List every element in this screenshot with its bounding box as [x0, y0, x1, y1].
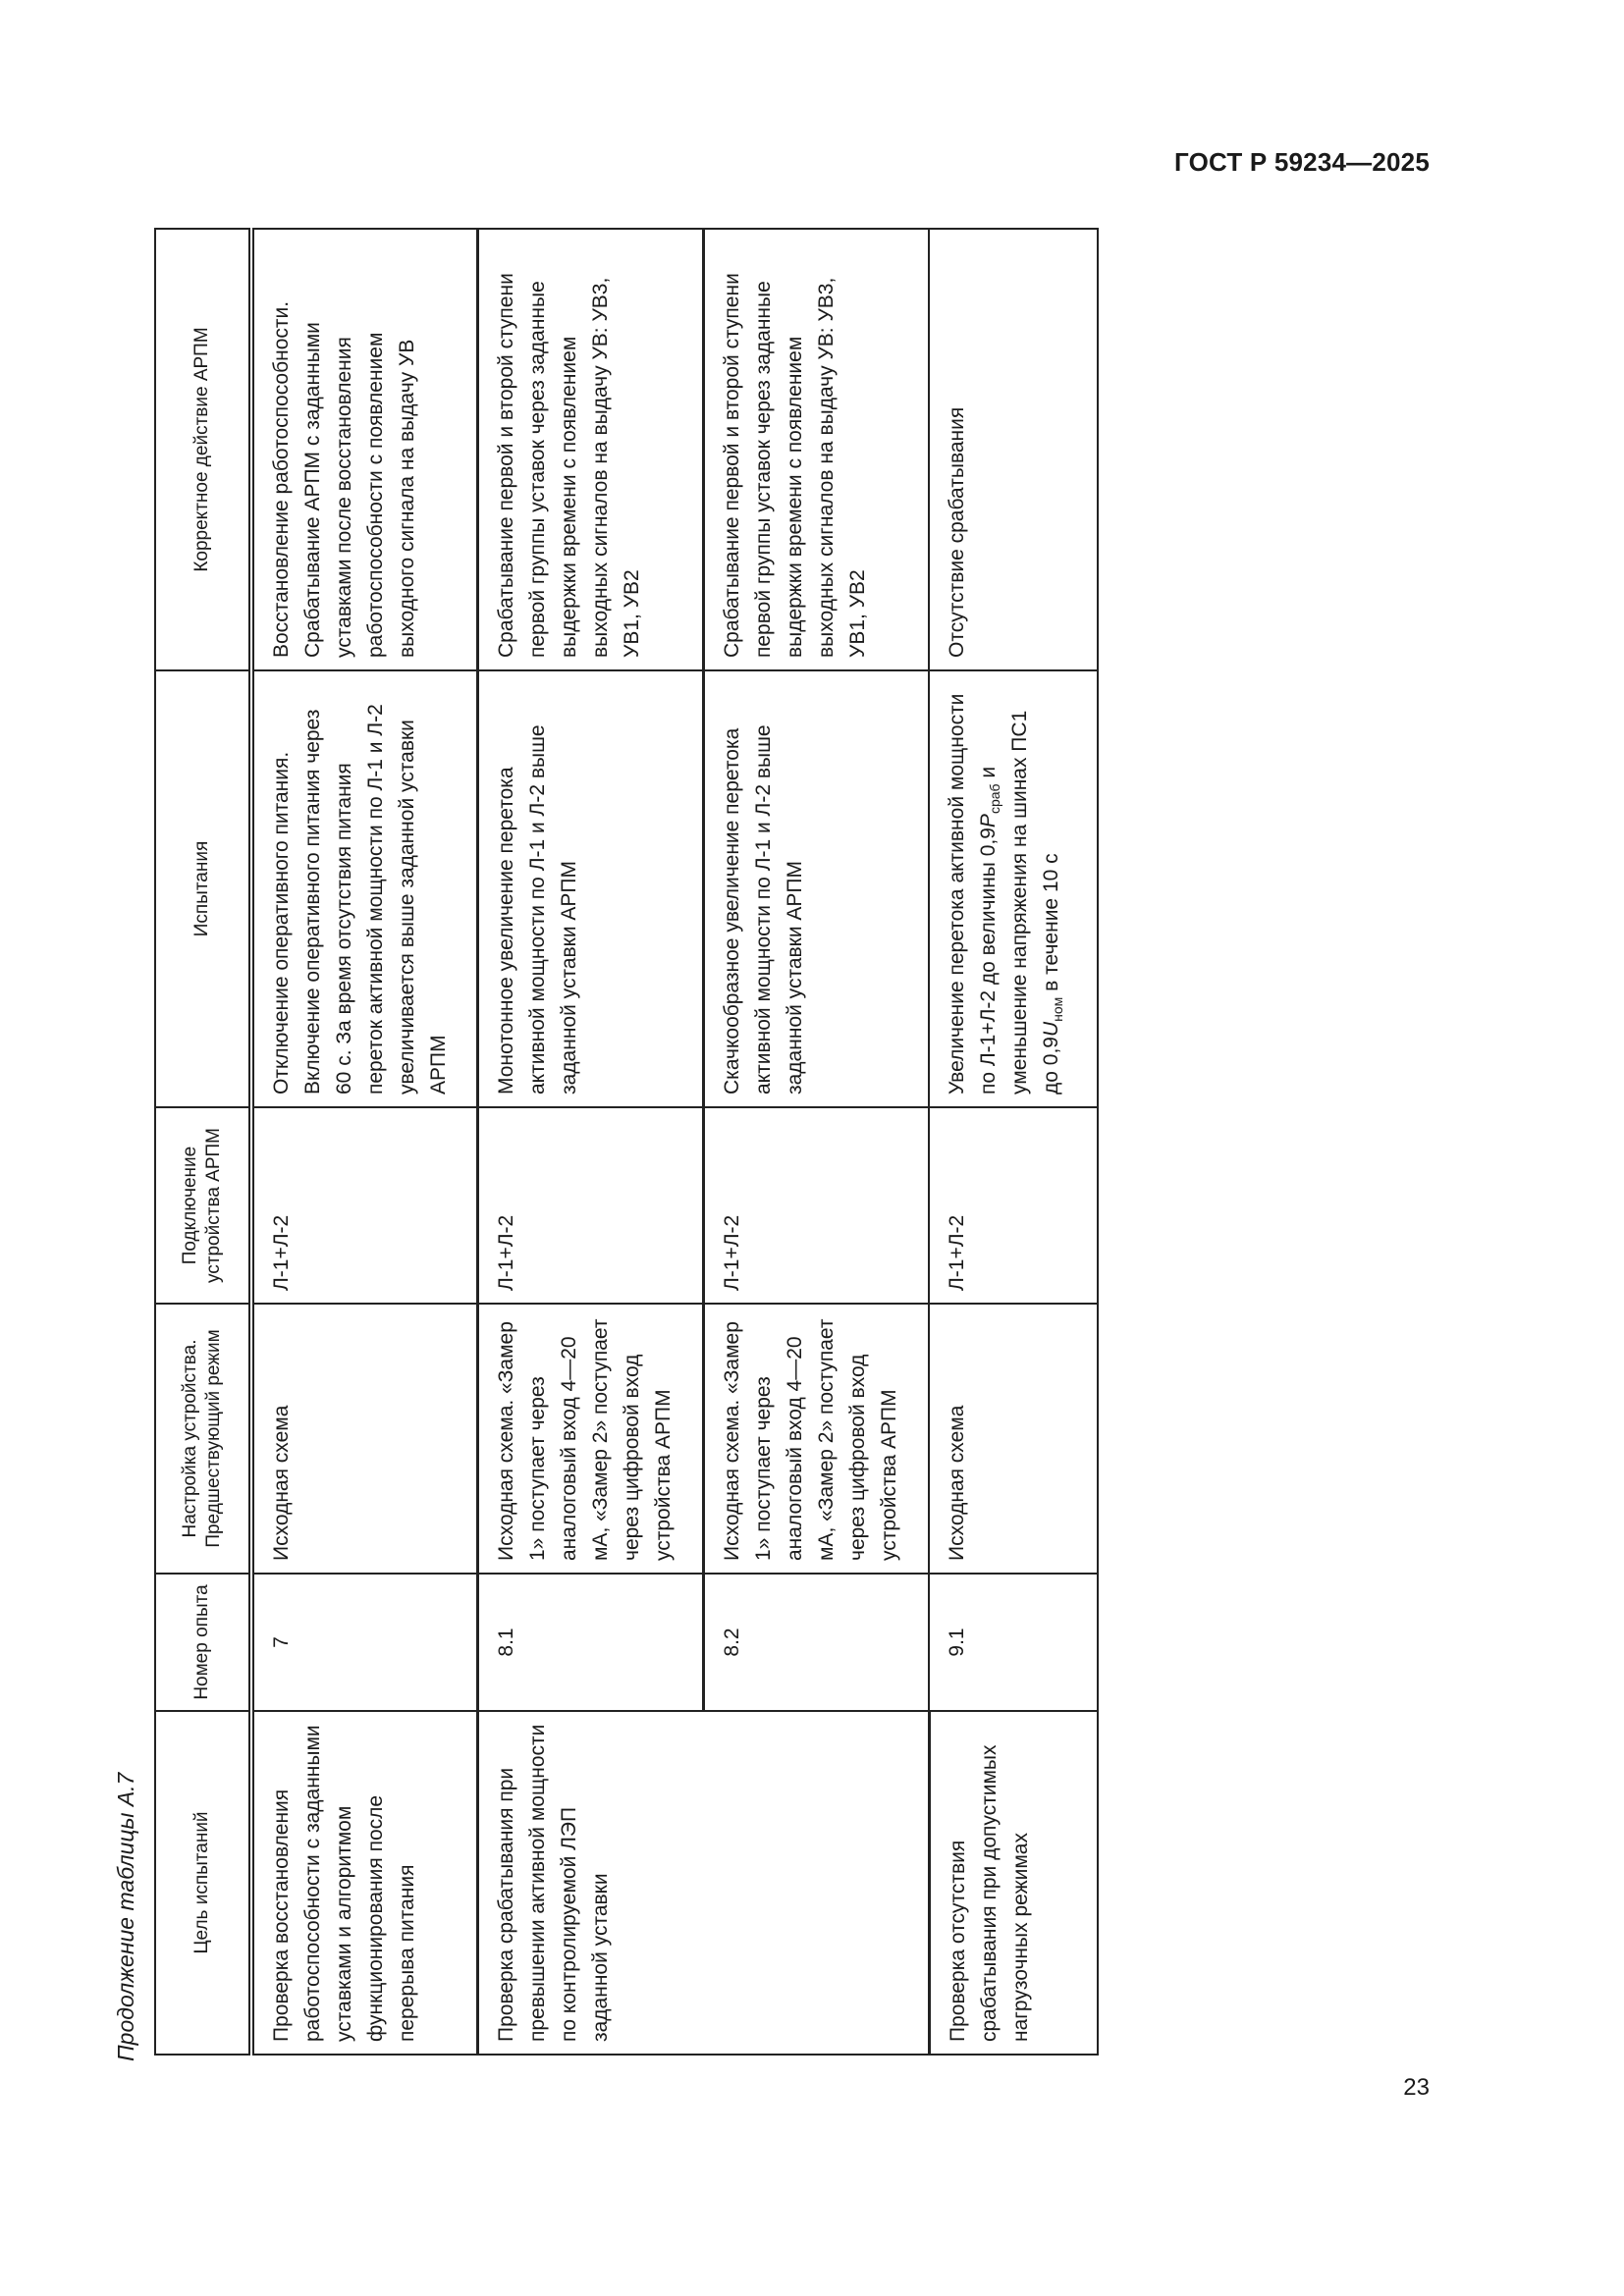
test-text-part: Увеличение перетока активной мощности по Л-1+Л-2 до величины 0,9	[946, 693, 1000, 1095]
cell-setup: Исходная схема	[929, 1304, 1098, 1574]
test-text-part: в течение 10 с	[1040, 853, 1062, 997]
cell-num: 8.1	[477, 1574, 703, 1711]
col-header-num: Номер опыта	[155, 1574, 251, 1711]
standard-code: ГОСТ Р 59234—2025	[1174, 147, 1430, 177]
subscript-srab: сраб	[987, 783, 1003, 815]
subscript-nom: ном	[1050, 996, 1066, 1022]
col-header-test: Испытания	[155, 670, 251, 1107]
table-header-row	[155, 229, 251, 2055]
symbol-p: P	[977, 814, 1000, 828]
cell-action: Отсутствие срабатывания	[929, 229, 1098, 670]
table-row	[477, 229, 703, 2055]
cell-goal: Проверка срабатывания при превышении активной мощности по контролируемой ЛЭП заданной уставки	[477, 1711, 929, 2055]
cell-connection: Л-1+Л-2	[251, 1107, 477, 1304]
rotated-table-container	[154, 230, 1097, 2056]
cell-connection: Л-1+Л-2	[929, 1107, 1098, 1304]
cell-test: Отключение оперативного питания. Включение оперативного питания через 60 с. За время отсутствия питания переток активной мощности по Л-1 и Л-2 увеличивается выше заданной уставки АРПМ	[251, 670, 477, 1107]
table-row	[929, 229, 1098, 2055]
cell-action: Срабатывание первой и второй ступени первой группы уставок через заданные выдержки времени с появлением выходных сигналов на выдачу УВ: УВ3, УВ1, УВ2	[703, 229, 929, 670]
cell-setup: Исходная схема	[251, 1304, 477, 1574]
col-header-setup: Настройка устройства. Предшествующий режим	[155, 1304, 251, 1574]
cell-setup: Исходная схема. «Замер 1» поступает через аналоговый вход 4—20 мА, «Замер 2» поступает через цифровой вход устройства АРПМ	[477, 1304, 703, 1574]
page-number: 23	[1403, 2074, 1430, 2101]
col-header-goal: Цель испытаний	[155, 1711, 251, 2055]
table-caption: Продолжение таблицы А.7	[113, 1772, 138, 2061]
cell-setup: Исходная схема. «Замер 1» поступает через аналоговый вход 4—20 мА, «Замер 2» поступает через цифровой вход устройства АРПМ	[703, 1304, 929, 1574]
cell-num: 8.2	[703, 1574, 929, 1711]
symbol-u: U	[1040, 1021, 1062, 1038]
test-table	[154, 228, 1099, 2056]
table-row	[251, 229, 477, 2055]
cell-connection: Л-1+Л-2	[703, 1107, 929, 1304]
cell-action: Срабатывание первой и второй ступени первой группы уставок через заданные выдержки времени с появлением выходных сигналов на выдачу УВ: УВ3, УВ1, УВ2	[477, 229, 703, 670]
cell-test: Монотонное увеличение перетока активной мощности по Л-1 и Л-2 выше заданной уставки АРПМ	[477, 670, 703, 1107]
cell-goal: Проверка отсутствия срабатывания при допустимых нагрузочных режимах	[929, 1711, 1098, 2055]
cell-test	[929, 670, 1098, 1107]
test-text-part: и уменьшение напряжения на шинах ПС1 до 0,9	[977, 710, 1062, 1095]
col-header-connection: Подключение устройства АРПМ	[155, 1107, 251, 1304]
cell-num: 7	[251, 1574, 477, 1711]
cell-goal: Проверка восстановления работоспособности с заданными уставками и алгоритмом функционирования после перерыва питания	[251, 1711, 477, 2055]
col-header-action: Корректное действие АРПМ	[155, 229, 251, 670]
cell-connection: Л-1+Л-2	[477, 1107, 703, 1304]
cell-num: 9.1	[929, 1574, 1098, 1711]
cell-test: Скачкообразное увеличение перетока активной мощности по Л-1 и Л-2 выше заданной уставки АРПМ	[703, 670, 929, 1107]
cell-action: Восстановление работоспособности. Срабатывание АРПМ с заданными уставками после восстановления работоспособности с появлением выходного сигнала на выдачу УВ	[251, 229, 477, 670]
